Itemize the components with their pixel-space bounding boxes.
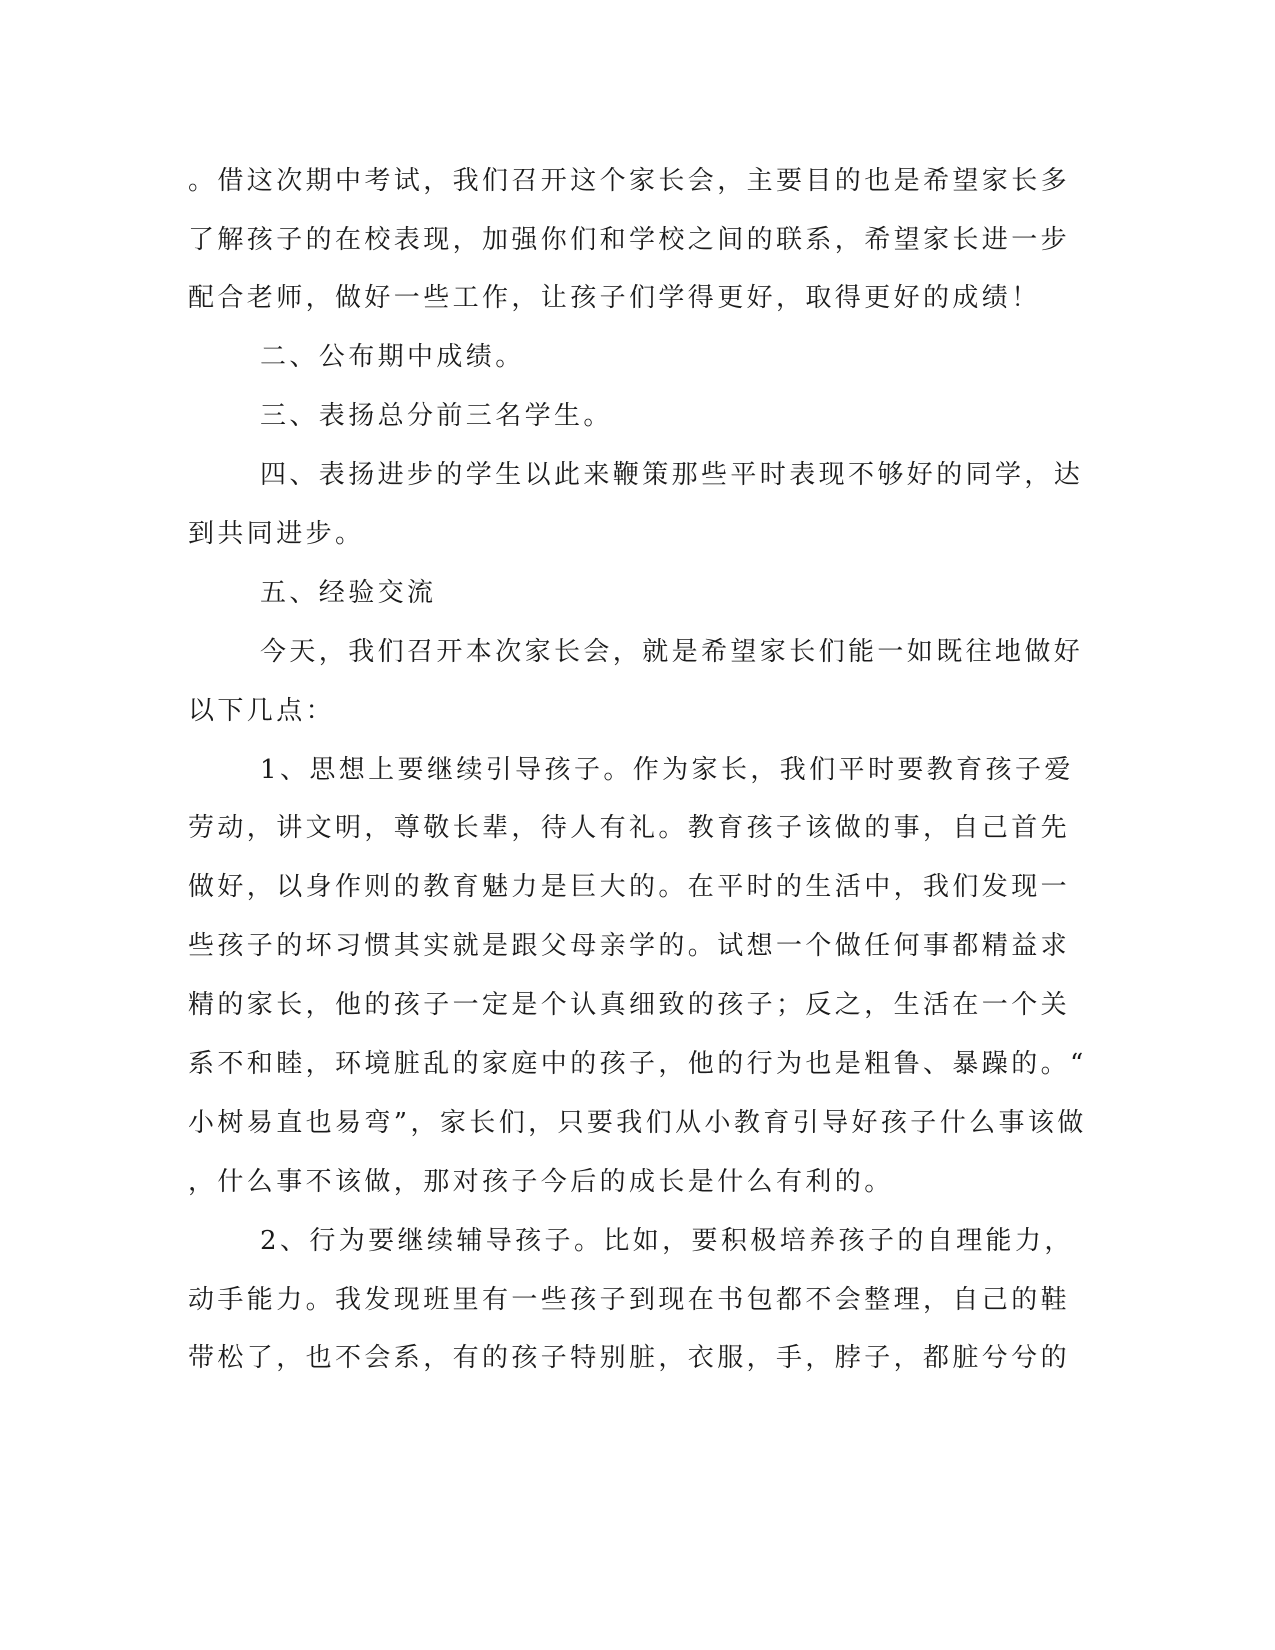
text-line: 些孩子的坏习惯其实就是跟父母亲学的。试想一个做任何事都精益求 xyxy=(188,931,1071,961)
text-line: 。借这次期中考试，我们召开这个家长会，主要目的也是希望家长多 xyxy=(188,166,1071,196)
text-line: 四、表扬进步的学生以此来鞭策那些平时表现不够好的同学，达 xyxy=(260,460,1084,490)
text-line: 三、表扬总分前三名学生。 xyxy=(260,401,613,431)
text-line: 做好，以身作则的教育魅力是巨大的。在平时的生活中，我们发现一 xyxy=(188,872,1071,902)
text-line: 以下几点： xyxy=(188,696,336,726)
text-line: 2、行为要继续辅导孩子。比如，要积极培养孩子的自理能力， xyxy=(260,1226,1074,1256)
text-line: ，什么事不该做，那对孩子今后的成长是什么有利的。 xyxy=(188,1167,894,1197)
text-line: 1、思想上要继续引导孩子。作为家长，我们平时要教育孩子爱 xyxy=(260,755,1074,785)
text-line: 小树易直也易弯”，家长们，只要我们从小教育引导好孩子什么事该做 xyxy=(188,1108,1087,1138)
text-line: 劳动，讲文明，尊敬长辈，待人有礼。教育孩子该做的事，自己首先 xyxy=(188,813,1071,843)
text-line: 配合老师，做好一些工作，让孩子们学得更好，取得更好的成绩！ xyxy=(188,283,1041,313)
text-line: 精的家长，他的孩子一定是个认真细致的孩子；反之，生活在一个关 xyxy=(188,990,1071,1020)
text-line: 到共同进步。 xyxy=(188,519,365,549)
text-line: 五、经验交流 xyxy=(260,578,437,608)
text-line: 二、公布期中成绩。 xyxy=(260,342,525,372)
text-line: 带松了，也不会系，有的孩子特别脏，衣服，手，脖子，都脏兮兮的 xyxy=(188,1343,1071,1373)
text-line: 了解孩子的在校表现，加强你们和学校之间的联系，希望家长进一步 xyxy=(188,225,1071,255)
text-line: 今天，我们召开本次家长会，就是希望家长们能一如既往地做好 xyxy=(260,637,1084,667)
text-line: 系不和睦，环境脏乱的家庭中的孩子，他的行为也是粗鲁、暴躁的。“ xyxy=(188,1049,1087,1079)
text-line: 动手能力。我发现班里有一些孩子到现在书包都不会整理，自己的鞋 xyxy=(188,1285,1071,1315)
